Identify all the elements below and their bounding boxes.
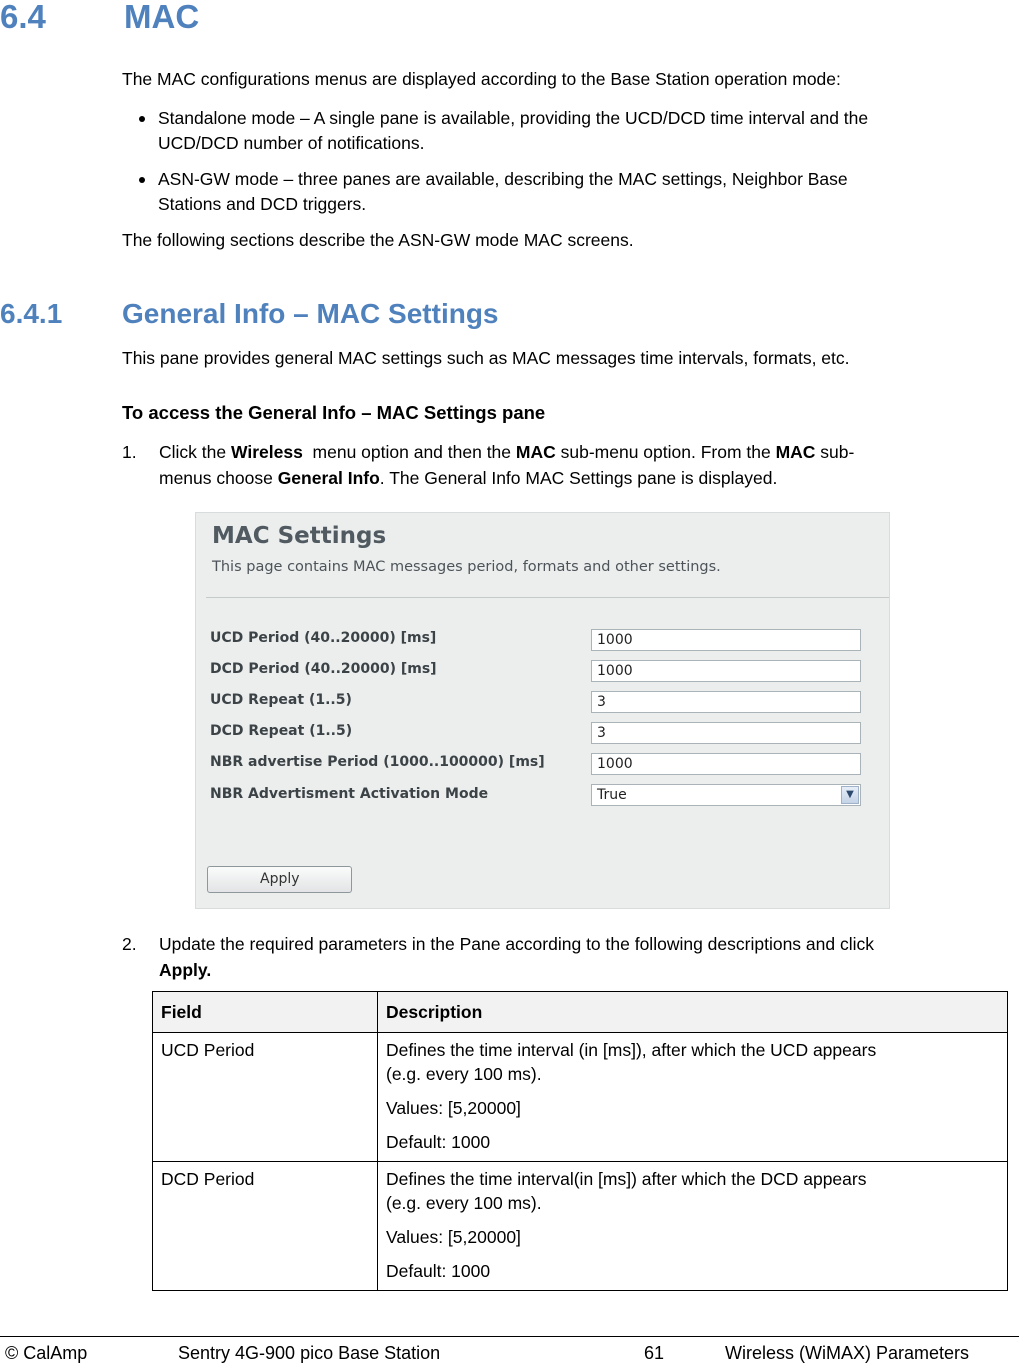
bullet-2-line1: ASN-GW mode – three panes are available, describing the MAC settings, Neighbor Base	[158, 169, 848, 189]
step-1-line1: Click the Wireless menu option and then the MAC sub-menu option. From the MAC sub-	[159, 442, 855, 462]
nbr-activation-mode-select[interactable]	[591, 784, 861, 806]
section-number: 6.4	[0, 0, 46, 35]
header-field: Field	[153, 992, 378, 1033]
dcd-period-input[interactable]: 1000	[591, 660, 861, 682]
mac-settings-screenshot	[195, 512, 890, 909]
nbr-activation-mode-value: True	[597, 787, 627, 803]
footer-page-number: 61	[644, 1343, 665, 1363]
step-2-number: 2.	[122, 934, 137, 954]
footer-chapter: Wireless (WiMAX) Parameters	[725, 1343, 970, 1363]
step-1-line2: menus choose General Info. The General Info MAC Settings pane is displayed.	[159, 468, 778, 488]
subsection-number: 6.4.1	[0, 298, 63, 329]
nbr-advertise-period-input[interactable]: 1000	[591, 753, 861, 775]
ucd-period-input[interactable]: 1000	[591, 629, 861, 651]
mac-settings-subtitle: This page contains MAC messages period, formats and other settings.	[212, 559, 721, 575]
intro-paragraph: The MAC configurations menus are displayed according to the Base Station operation mode:	[122, 69, 841, 89]
table-row	[153, 1162, 1008, 1291]
table-row	[153, 1033, 1008, 1162]
nbr-advertise-period-label: NBR advertise Period (1000..100000) [ms]	[210, 754, 545, 770]
section-title: MAC	[124, 0, 200, 35]
pane-description: This pane provides general MAC settings such as MAC messages time intervals, formats, etc.	[122, 348, 850, 368]
step-1-number: 1.	[122, 442, 137, 462]
dcd-period-label: DCD Period (40..20000) [ms]	[210, 661, 437, 677]
ucd-repeat-label: UCD Repeat (1..5)	[210, 692, 352, 708]
description-cell: Defines the time interval (in [ms]), after which the UCD appears (e.g. every 100 ms). Values: [5,20000] Default: 1000	[378, 1033, 1008, 1162]
table-header-row	[153, 992, 1008, 1033]
chevron-down-icon[interactable]: ▼	[841, 786, 859, 804]
ucd-repeat-input[interactable]: 3	[591, 691, 861, 713]
subsection-title: General Info – MAC Settings	[122, 298, 499, 329]
bullet-1-line2: UCD/DCD number of notifications.	[158, 133, 425, 153]
mac-settings-title: MAC Settings	[212, 523, 387, 549]
procedure-title: To access the General Info – MAC Settings pane	[122, 402, 546, 423]
dcd-repeat-label: DCD Repeat (1..5)	[210, 723, 353, 739]
bullet-1-line1: Standalone mode – A single pane is available, providing the UCD/DCD time interval and the	[158, 108, 869, 128]
following-paragraph: The following sections describe the ASN-GW mode MAC screens.	[122, 230, 634, 250]
footer-copyright: © CalAmp	[5, 1343, 88, 1363]
apply-button[interactable]: Apply	[207, 866, 352, 893]
ucd-period-label: UCD Period (40..20000) [ms]	[210, 630, 437, 646]
divider	[206, 597, 889, 598]
field-cell: DCD Period	[153, 1162, 378, 1291]
parameters-table	[152, 991, 1008, 1291]
nbr-activation-mode-label: NBR Advertisment Activation Mode	[210, 786, 489, 802]
bullet-icon	[139, 177, 145, 183]
footer-divider	[0, 1336, 1019, 1337]
header-description: Description	[378, 992, 1008, 1033]
step-2-line2: Apply.	[159, 960, 212, 980]
dcd-repeat-input[interactable]: 3	[591, 722, 861, 744]
bullet-2-line2: Stations and DCD triggers.	[158, 194, 367, 214]
bullet-icon	[139, 116, 145, 122]
footer-product: Sentry 4G-900 pico Base Station	[178, 1343, 441, 1363]
field-cell: UCD Period	[153, 1033, 378, 1162]
step-2-line1: Update the required parameters in the Pane according to the following descriptions and click	[159, 934, 874, 954]
description-cell: Defines the time interval(in [ms]) after which the DCD appears (e.g. every 100 ms). Values: [5,20000] Default: 1000	[378, 1162, 1008, 1291]
